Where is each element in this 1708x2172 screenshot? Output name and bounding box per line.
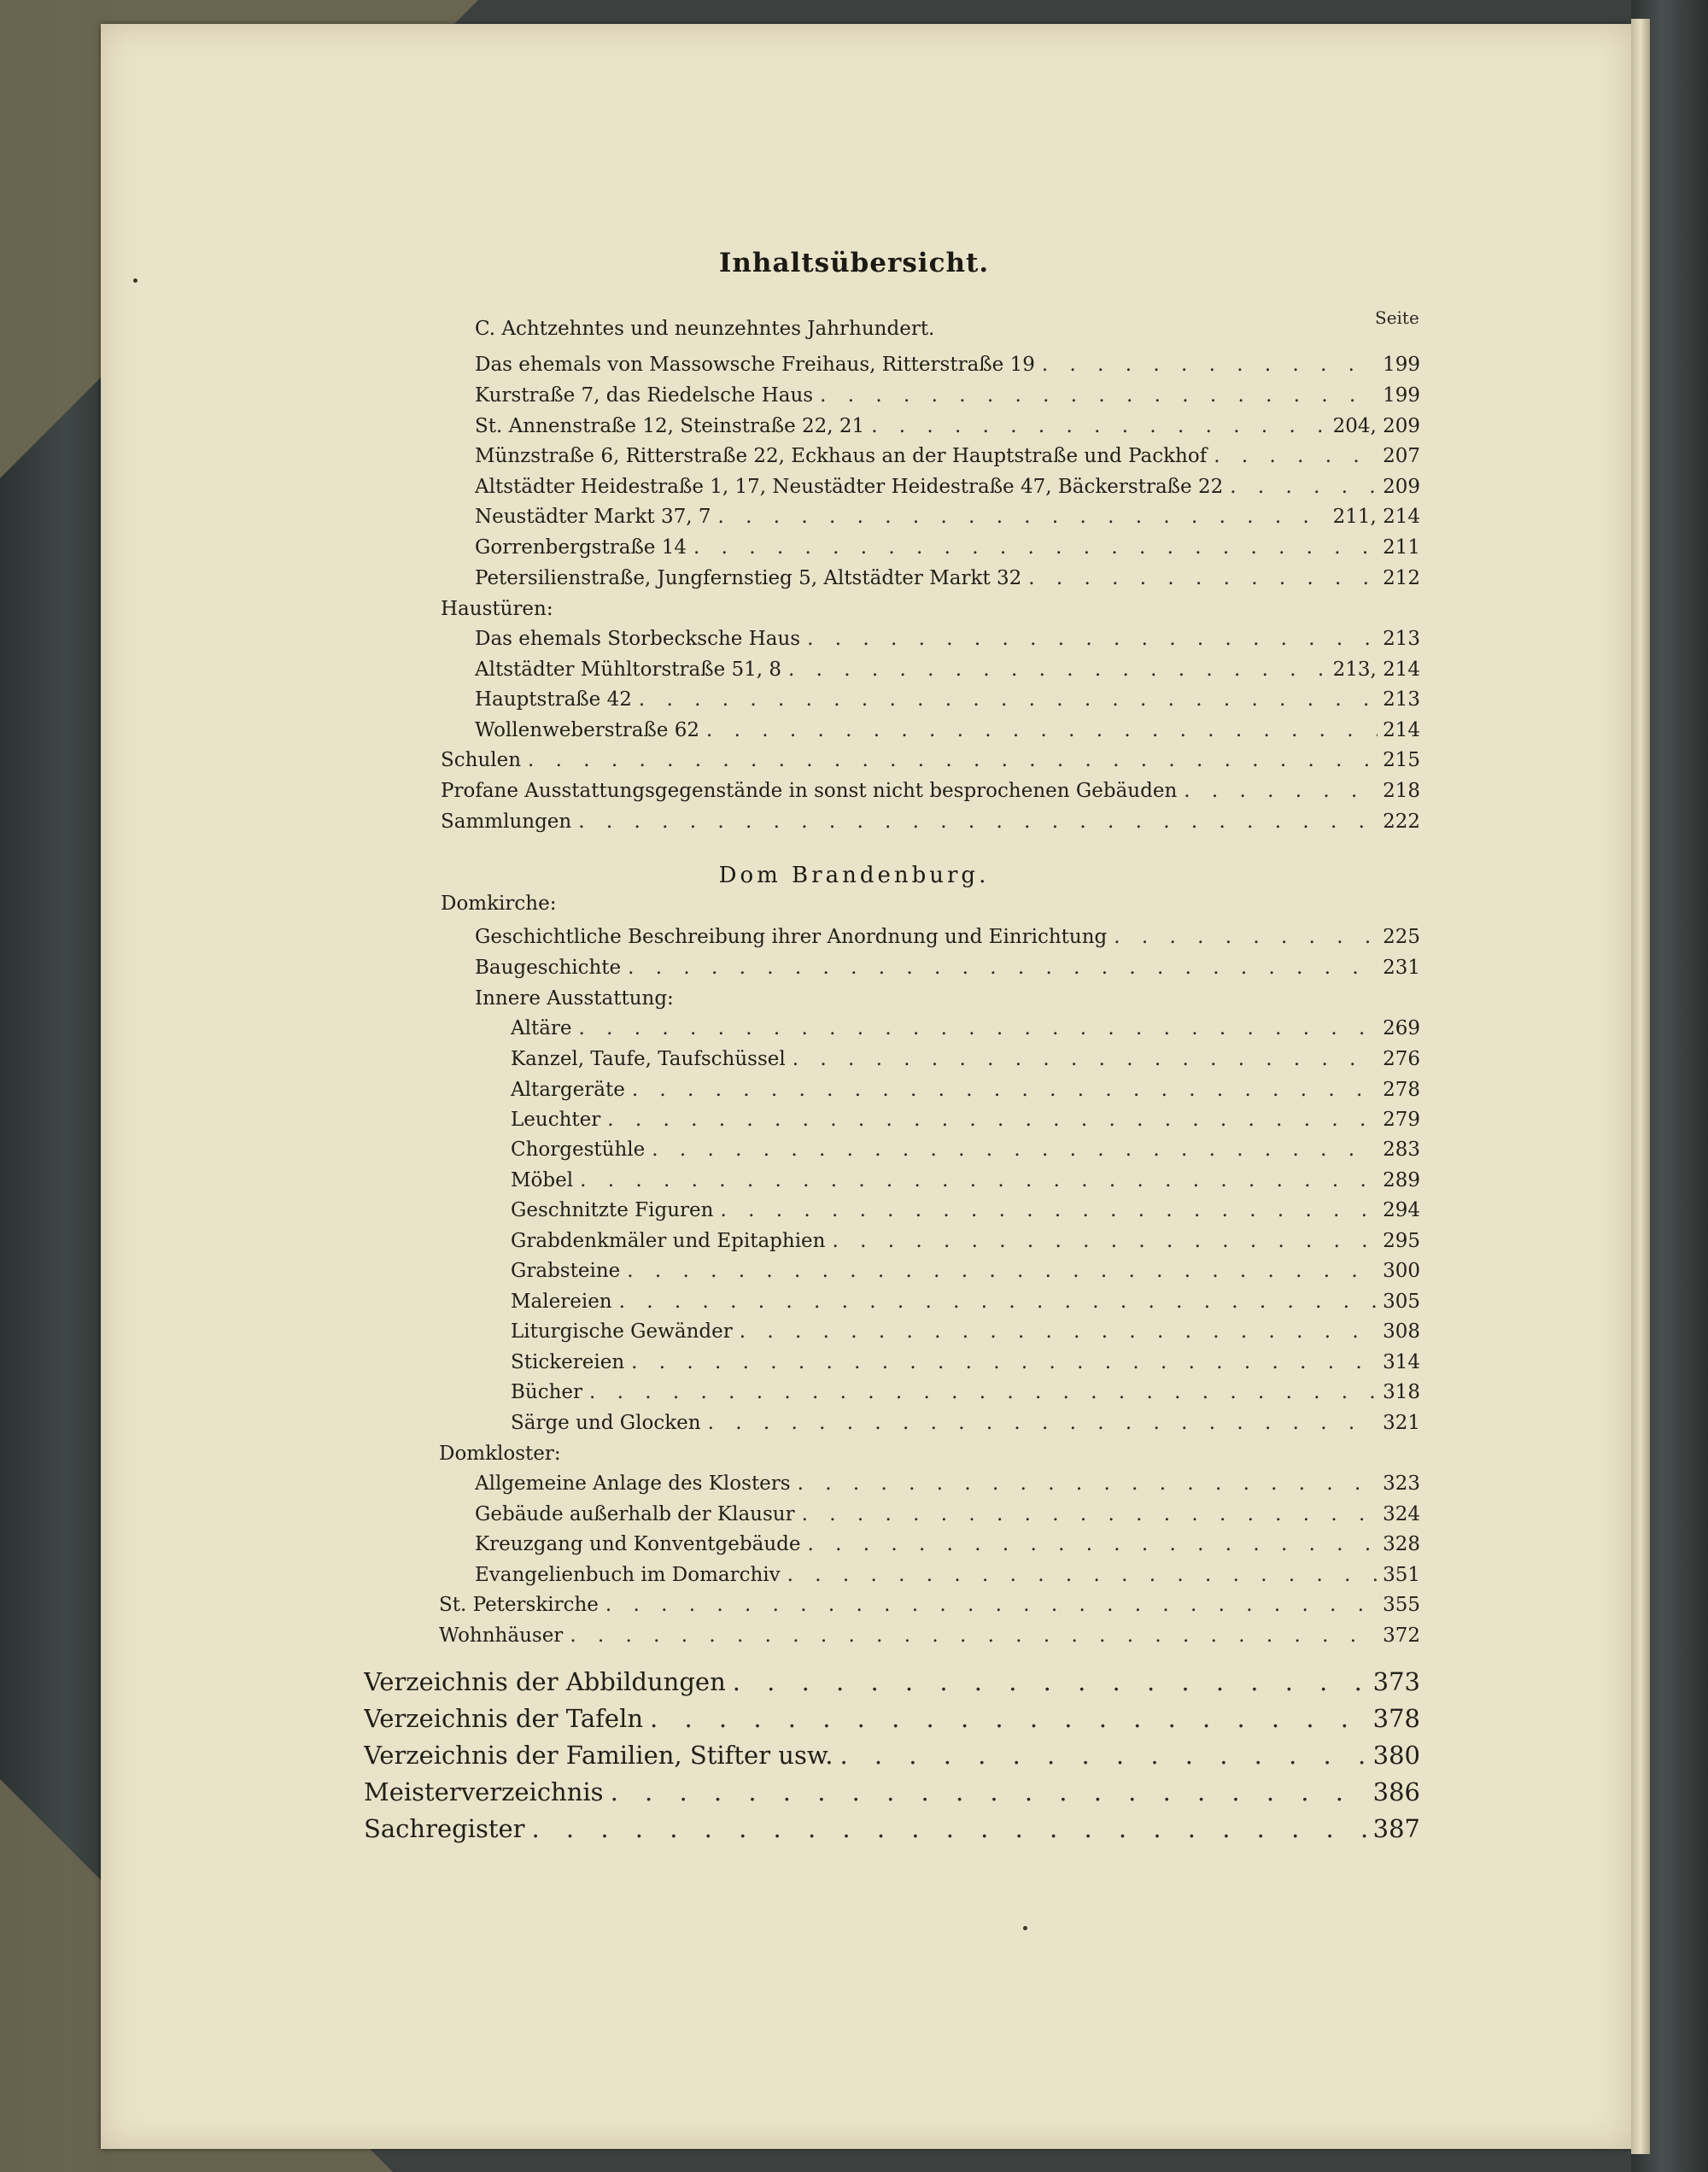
page-heading: Inhaltsübersicht. <box>718 248 990 278</box>
leader-dots <box>1184 780 1378 802</box>
leader-dots <box>740 1320 1378 1343</box>
toc-entry-title: Gebäude außerhalb der Klausur <box>475 1503 795 1525</box>
toc-entry-page: 231 <box>1383 957 1420 979</box>
toc-entry-page: 295 <box>1383 1230 1420 1252</box>
leader-dots <box>1042 354 1378 376</box>
toc-entry-title: Altargeräte <box>511 1079 625 1101</box>
toc-index-entry[interactable] <box>364 1741 1420 1778</box>
leader-dots <box>1214 445 1378 467</box>
leader-dots <box>528 749 1378 771</box>
toc-entry[interactable] <box>475 957 1420 987</box>
toc-entry-page: 269 <box>1383 1017 1420 1039</box>
toc-entry-title: Kurstraße 7, das Riedelsche Haus <box>475 384 814 407</box>
toc-entry[interactable] <box>475 536 1420 567</box>
leader-dots <box>871 415 1327 437</box>
toc-entry[interactable] <box>511 1199 1420 1230</box>
toc-entry-page: 387 <box>1372 1814 1420 1843</box>
leader-dots <box>802 1503 1378 1525</box>
toc-entry[interactable] <box>441 780 1420 811</box>
toc-entry-page: 373 <box>1372 1667 1420 1696</box>
leader-dots <box>793 1048 1378 1070</box>
toc-entry-title: Hauptstraße 42 <box>475 688 632 711</box>
toc-entry[interactable] <box>475 567 1420 598</box>
toc-entry-title: St. Peterskirche <box>439 1594 599 1616</box>
toc-entry-page: 294 <box>1383 1199 1420 1221</box>
toc-entry-page: 214 <box>1383 719 1420 741</box>
toc-entry[interactable] <box>475 384 1420 415</box>
leader-dots <box>807 628 1378 650</box>
leader-dots <box>787 1564 1378 1586</box>
toc-entry-title: Stickereien <box>511 1351 625 1373</box>
toc-entry-page: 209 <box>1383 476 1420 498</box>
toc-entry[interactable] <box>475 719 1420 750</box>
toc-entry[interactable] <box>475 1472 1420 1503</box>
toc-entry-title: Allgemeine Anlage des Klosters <box>475 1472 791 1495</box>
toc-entry[interactable] <box>511 1230 1420 1261</box>
toc-entry-title: Sachregister <box>364 1814 525 1843</box>
toc-entry[interactable] <box>511 1109 1420 1139</box>
toc-index-entry[interactable] <box>364 1704 1420 1742</box>
toc-entry-page: 351 <box>1383 1564 1420 1586</box>
leader-dots <box>820 384 1378 407</box>
toc-entry[interactable] <box>439 1594 1420 1625</box>
toc-entry-title: Grabdenkmäler und Epitaphien <box>511 1230 826 1252</box>
leader-dots <box>627 1260 1378 1282</box>
leader-dots <box>631 1351 1378 1373</box>
toc-entry-page: 204, 209 <box>1332 415 1420 437</box>
toc-entry-title: Neustädter Markt 37, 7 <box>475 506 711 528</box>
toc-entry-title: Altäre <box>511 1017 572 1039</box>
toc-entry[interactable] <box>475 476 1420 506</box>
toc-entry-title: Liturgische Gewänder <box>511 1320 733 1343</box>
toc-entry-title: Gorrenbergstraße 14 <box>475 536 687 559</box>
toc-entry-page: 213 <box>1383 628 1420 650</box>
toc-entry-title: Särge und Glocken <box>511 1412 701 1434</box>
domkloster-label: Domkloster: <box>439 1443 561 1465</box>
domkirche-label: Domkirche: <box>441 893 557 915</box>
toc-entry[interactable] <box>511 1351 1420 1382</box>
toc-entry-page: 222 <box>1383 811 1420 833</box>
toc-entry[interactable] <box>475 445 1420 476</box>
toc-entry-title: Meisterverzeichnis <box>364 1777 604 1806</box>
leader-dots <box>717 506 1327 528</box>
leader-dots <box>1028 567 1378 589</box>
leader-dots <box>798 1472 1378 1495</box>
toc-entry-title: Münzstraße 6, Ritterstraße 22, Eckhaus an der Hauptstraße und Packhof <box>475 445 1208 467</box>
toc-entry-page: 323 <box>1383 1472 1420 1495</box>
leader-dots <box>720 1199 1378 1221</box>
leader-dots <box>639 688 1378 711</box>
toc-entry-title: Schulen <box>441 749 522 771</box>
toc-entry-title: Altstädter Heidestraße 1, 17, Neustädter Heidestraße 47, Bäckerstraße 22 <box>475 476 1224 498</box>
toc-entry-title: Möbel <box>511 1169 574 1191</box>
toc-entry[interactable] <box>511 1139 1420 1169</box>
toc-entry-title: Verzeichnis der Tafeln <box>364 1704 644 1733</box>
toc-entry[interactable] <box>511 1048 1420 1079</box>
toc-entry-page: 279 <box>1383 1109 1420 1131</box>
toc-entry[interactable] <box>511 1320 1420 1351</box>
paper-speck <box>1023 1926 1027 1930</box>
toc-entry[interactable] <box>511 1079 1420 1109</box>
toc-index-entry[interactable] <box>364 1777 1420 1815</box>
section-c-heading: C. Achtzehntes und neunzehntes Jahrhundert. <box>475 318 935 340</box>
leader-dots <box>807 1533 1378 1555</box>
toc-entry[interactable] <box>511 1169 1420 1200</box>
toc-entry-title: Wollenweberstraße 62 <box>475 719 699 741</box>
seite-label: Seite <box>1375 307 1419 328</box>
toc-entry-title: Geschnitzte Figuren <box>511 1199 714 1221</box>
leader-dots <box>832 1230 1378 1252</box>
toc-entry-page: 355 <box>1383 1594 1420 1616</box>
toc-entry[interactable] <box>511 1291 1420 1321</box>
toc-entry-title: Baugeschichte <box>475 957 622 979</box>
toc-entry-title: Petersilienstraße, Jungfernstieg 5, Altstädter Markt 32 <box>475 567 1022 589</box>
toc-entry-title: Das ehemals Storbecksche Haus <box>475 628 801 650</box>
toc-entry[interactable] <box>511 1260 1420 1291</box>
toc-entry[interactable] <box>475 506 1420 536</box>
toc-entry-page: 386 <box>1372 1777 1420 1806</box>
toc-entry-title: Grabsteine <box>511 1260 621 1282</box>
leader-dots <box>733 1667 1368 1696</box>
toc-entry-title: Geschichtliche Beschreibung ihrer Anordnung und Einrichtung <box>475 926 1108 948</box>
toc-entry-title: Profane Ausstattungsgegenstände in sonst nicht besprochenen Gebäuden <box>441 780 1178 802</box>
toc-entry-page: 276 <box>1383 1048 1420 1070</box>
leader-dots <box>839 1741 1367 1770</box>
leader-dots <box>650 1704 1368 1733</box>
toc-entry-page: 305 <box>1383 1291 1420 1313</box>
dom-section-title: Dom Brandenburg. <box>718 863 990 888</box>
toc-entry-title: Leuchter <box>511 1109 601 1131</box>
toc-entry-page: 199 <box>1383 384 1420 407</box>
toc-entry-page: 372 <box>1383 1625 1420 1647</box>
toc-entry-page: 380 <box>1372 1741 1420 1770</box>
toc-entry-page: 300 <box>1383 1260 1420 1282</box>
toc-entry[interactable] <box>475 1533 1420 1564</box>
toc-entry-page: 308 <box>1383 1320 1420 1343</box>
toc-entry[interactable] <box>475 1503 1420 1534</box>
toc-entry-title: Evangelienbuch im Domarchiv <box>475 1564 781 1586</box>
toc-entry[interactable] <box>511 1381 1420 1412</box>
toc-entry-page: 318 <box>1383 1381 1420 1403</box>
leader-dots <box>1114 926 1378 948</box>
toc-entry-page: 215 <box>1383 749 1420 771</box>
paper-speck <box>133 278 137 283</box>
toc-entry-page: 199 <box>1383 354 1420 376</box>
leader-dots <box>579 1017 1378 1039</box>
toc-index-entry[interactable] <box>364 1667 1420 1705</box>
toc-entry-title: Kanzel, Taufe, Taufschüssel <box>511 1048 786 1070</box>
toc-entry-title: Bücher <box>511 1381 583 1403</box>
toc-entry-title: Chorgestühle <box>511 1139 646 1161</box>
toc-entry-page: 328 <box>1383 1533 1420 1555</box>
leader-dots <box>632 1079 1378 1101</box>
leader-dots <box>589 1381 1378 1403</box>
toc-entry[interactable] <box>475 926 1420 957</box>
toc-entry-page: 225 <box>1383 926 1420 948</box>
toc-entry-page: 314 <box>1383 1351 1420 1373</box>
toc-entry[interactable] <box>475 1564 1420 1595</box>
leader-dots <box>788 659 1328 681</box>
toc-entry[interactable] <box>439 1625 1420 1655</box>
toc-entry[interactable] <box>511 1412 1420 1443</box>
leader-dots <box>1230 476 1378 498</box>
toc-entry-page: 321 <box>1383 1412 1420 1434</box>
leader-dots <box>693 536 1378 559</box>
toc-entry[interactable] <box>441 749 1420 780</box>
toc-entry-page: 211 <box>1383 536 1420 559</box>
toc-entry-page: 278 <box>1383 1079 1420 1101</box>
leader-dots <box>611 1777 1368 1806</box>
leader-dots <box>652 1139 1378 1161</box>
toc-entry-page: 211, 214 <box>1332 506 1420 528</box>
leader-dots <box>619 1291 1378 1313</box>
leader-dots <box>706 719 1378 741</box>
toc-index-entry[interactable] <box>364 1814 1420 1852</box>
toc-entry-title: Malereien <box>511 1291 612 1313</box>
toc-entry[interactable] <box>475 659 1420 689</box>
toc-entry-page: 213 <box>1383 688 1420 711</box>
haustueren-label: Haustüren: <box>441 598 553 620</box>
leader-dots <box>580 1169 1378 1191</box>
toc-entry[interactable] <box>511 1017 1420 1048</box>
leader-dots <box>607 1109 1378 1131</box>
toc-entry-title: Verzeichnis der Abbildungen <box>364 1667 726 1696</box>
leader-dots <box>708 1412 1378 1434</box>
toc-entry-title: Das ehemals von Massowsche Freihaus, Ritterstraße 19 <box>475 354 1035 376</box>
toc-entry-page: 213, 214 <box>1332 659 1420 681</box>
leader-dots <box>570 1625 1378 1647</box>
toc-entry-title: St. Annenstraße 12, Steinstraße 22, 21 <box>475 415 865 437</box>
innere-label: Innere Ausstattung: <box>475 987 674 1010</box>
toc-entry-page: 207 <box>1383 445 1420 467</box>
leader-dots <box>532 1814 1368 1843</box>
toc-entry-page: 218 <box>1383 780 1420 802</box>
toc-entry-title: Sammlungen <box>441 811 572 833</box>
toc-entry-title: Wohnhäuser <box>439 1625 564 1647</box>
leader-dots <box>605 1594 1378 1616</box>
leader-dots <box>628 957 1378 979</box>
toc-entry-title: Verzeichnis der Familien, Stifter usw. <box>364 1741 834 1770</box>
toc-entry[interactable] <box>475 628 1420 659</box>
toc-entry-page: 378 <box>1372 1704 1420 1733</box>
toc-entry-page: 283 <box>1383 1139 1420 1161</box>
toc-entry-page: 324 <box>1383 1503 1420 1525</box>
toc-entry-title: Altstädter Mühltorstraße 51, 8 <box>475 659 782 681</box>
leader-dots <box>578 811 1378 833</box>
toc-entry[interactable] <box>475 415 1420 446</box>
toc-entry-page: 289 <box>1383 1169 1420 1191</box>
toc-entry[interactable] <box>475 354 1420 384</box>
toc-entry[interactable] <box>475 688 1420 719</box>
toc-entry[interactable] <box>441 811 1420 841</box>
toc-entry-title: Kreuzgang und Konventgebäude <box>475 1533 801 1555</box>
toc-entry-page: 212 <box>1383 567 1420 589</box>
